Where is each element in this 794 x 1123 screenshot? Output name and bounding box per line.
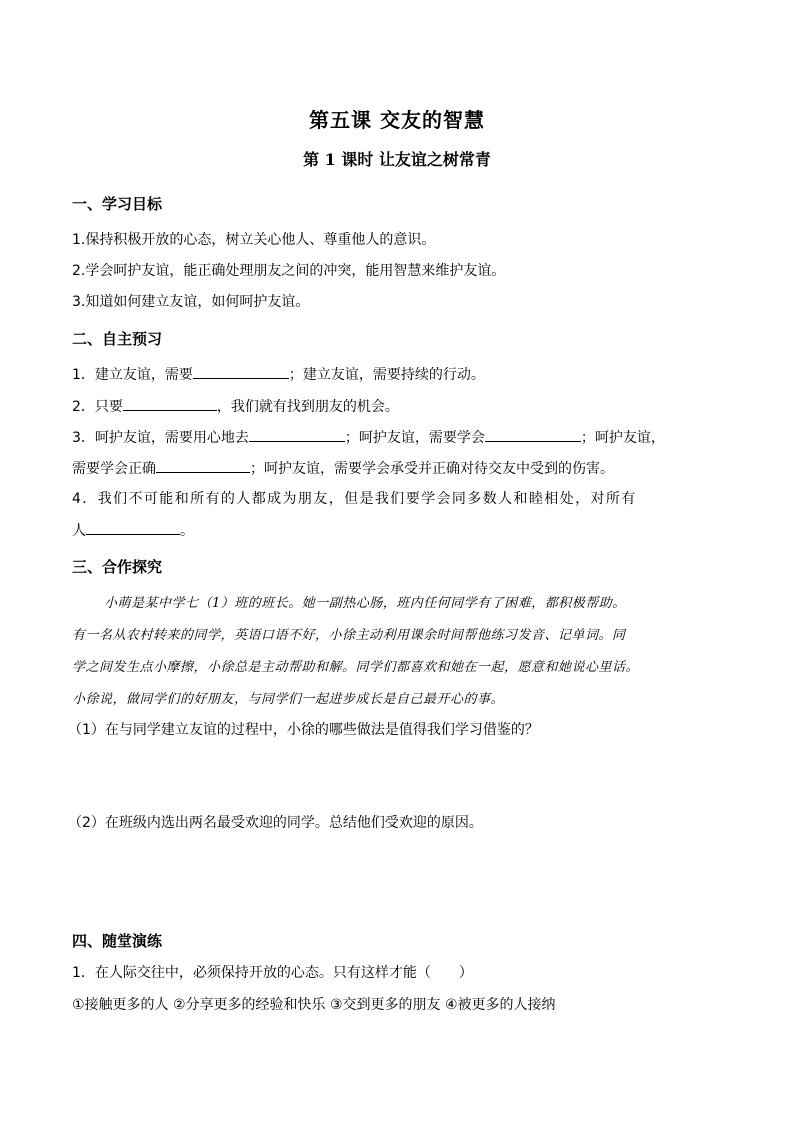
fill-blank[interactable] [156, 457, 250, 473]
preview-question-4-continued [72, 519, 722, 540]
fill-blank[interactable] [249, 426, 345, 442]
fill-blank[interactable] [485, 426, 581, 442]
lesson-title: 第五课 交友的智慧 [309, 108, 485, 132]
preview-q3-text-c: ；呵护友谊， [580, 430, 665, 446]
case-passage-line-2: 有一名从农村转来的同学，英语口语不好，小徐主动利用课余时间帮他练习发音、记单词。同 [72, 628, 626, 643]
preview-q4-text-c: 。 [180, 523, 194, 539]
preview-question-3 [72, 426, 722, 447]
fill-blank[interactable] [86, 519, 180, 535]
preview-q3-text-a: 3．呵护友谊，需要用心地去 [72, 430, 249, 446]
lesson-subtitle: 第 1 课时 让友谊之树常青 [303, 150, 491, 169]
explore-question-2: （2）在班级内选出两名最受欢迎的同学。总结他们受欢迎的原因。 [68, 815, 483, 831]
fill-blank[interactable] [193, 363, 289, 379]
preview-question-1 [72, 363, 722, 384]
preview-q3-text-d: 需要学会正确 [72, 461, 156, 477]
case-passage-line-1: 小萌是某中学七（1）班的班长。她一副热心肠，班内任何同学有了困难，都积极帮助。 [104, 596, 626, 611]
section-heading-goals: 一、学习目标 [72, 195, 163, 213]
preview-q4-text-b: 人 [72, 523, 86, 539]
preview-q3-text-e: ；呵护友谊，需要学会承受并正确对待交友中受到的伤害。 [250, 461, 614, 477]
practice-question-1: 1．在人际交往中，必须保持开放的心态。只有这样才能（ ） [72, 965, 473, 981]
goal-item-1: 1.保持积极开放的心态，树立关心他人、尊重他人的意识。 [72, 232, 436, 248]
preview-question-3-continued [72, 457, 722, 478]
preview-q1-text-b: ；建立友谊，需要持续的行动。 [288, 367, 485, 383]
preview-q1-text-a: 1．建立友谊，需要 [72, 367, 193, 383]
section-heading-preview: 二、自主预习 [72, 330, 163, 348]
case-passage-line-3: 学之间发生点小摩擦，小徐总是主动帮助和解。同学们都喜欢和她在一起，愿意和她说心里话。 [72, 660, 640, 675]
preview-q2-text-b: ，我们就有找到朋友的机会。 [216, 399, 399, 415]
section-heading-practice: 四、随堂演练 [72, 932, 163, 950]
preview-question-4: 4．我们不可能和所有的人都成为朋友，但是我们要学会同多数人和睦相处，对所有 [72, 491, 637, 507]
section-heading-explore: 三、合作探究 [72, 558, 163, 576]
explore-question-1: （1）在与同学建立友谊的过程中，小徐的哪些做法是值得我们学习借鉴的？ [68, 722, 539, 738]
preview-q2-text-a: 2．只要 [72, 399, 123, 415]
goal-item-3: 3.知道如何建立友谊，如何呵护友谊。 [72, 294, 310, 310]
case-passage-line-4: 小徐说，做同学们的好朋友，与同学们一起进步成长是自己最开心的事。 [72, 692, 505, 707]
practice-question-1-options: ①接触更多的人 ②分享更多的经验和快乐 ③交到更多的朋友 ④被更多的人接纳 [72, 997, 556, 1013]
preview-q3-text-b: ；呵护友谊，需要学会 [344, 430, 485, 446]
goal-item-2: 2.学会呵护友谊，能正确处理朋友之间的冲突，能用智慧来维护友谊。 [72, 263, 506, 279]
fill-blank[interactable] [123, 395, 217, 411]
preview-question-2 [72, 395, 722, 416]
